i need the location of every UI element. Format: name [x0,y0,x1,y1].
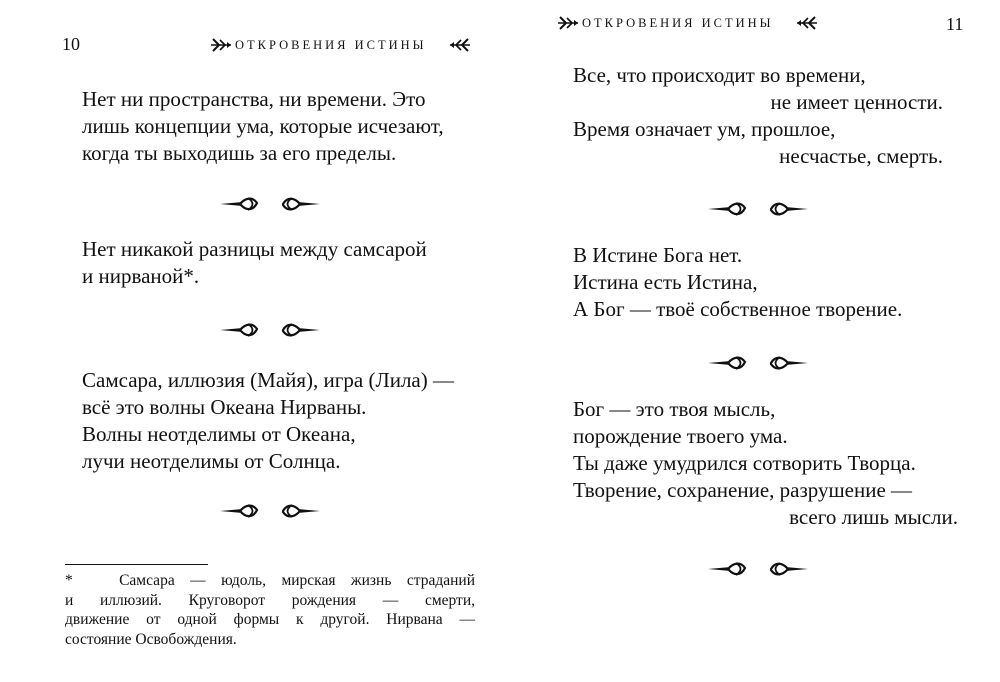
knot-ornament-icon [708,353,808,373]
text-line: всё это волны Океана Нирваны. [82,395,367,419]
footnote-line: * Самсара — юдоль, мирская жизнь страданий [65,572,475,589]
text-line: Волны неотделимы от Океана, [82,422,356,446]
right-page [500,0,1000,682]
footnote-line: состояние Освобождения. [65,630,237,648]
text-paragraph [573,396,958,531]
footnote-line: движение от одной формы к другой. Нирвана — [65,611,475,628]
text-line: лучи неотделимы от Солнца. [82,449,341,473]
text-line: Все, что происходит во времени, [573,63,866,87]
text-line: Время означает ум, прошлое, [573,117,836,141]
text-paragraph [82,367,454,475]
text-line: лишь концепции ума, которые исчезают, [82,114,444,138]
knot-ornament-icon [220,501,320,521]
running-head: ОТКРОВЕНИЯ ИСТИНЫ [582,16,774,30]
text-line: не имеет ценности. [770,90,943,114]
footnote-line: и иллюзий. Круговорот рождения — смерти, [65,591,475,609]
page-number: 10 [62,34,80,54]
knot-ornament-icon [220,320,320,340]
text-paragraph [82,86,444,167]
text-line: порождение твоего ума. [573,424,788,448]
text-paragraph [82,236,427,290]
text-line: Самсара, иллюзия (Майя), игра (Лила) — [82,368,454,392]
text-line: Творение, сохранение, разрушение — [573,478,913,502]
arrow-fleuron-icon [557,16,579,30]
knot-ornament-icon [708,199,808,219]
text-line: Бог — это твоя мысль, [573,397,776,421]
page-number: 11 [946,14,964,34]
text-paragraph [573,62,943,170]
text-line: когда ты выходишь за его пределы. [82,141,397,165]
text-line: несчастье, смерть. [779,144,943,168]
text-line: Нет никакой разницы между самсарой [82,237,427,261]
text-line: А Бог — твоё собственное творение. [573,297,903,321]
text-paragraph [573,242,902,323]
text-line: и нирваной*. [82,264,200,288]
knot-ornament-icon [708,559,808,579]
arrow-fleuron-icon [210,38,232,52]
text-line: всего лишь мысли. [789,505,958,529]
text-line: Нет ни пространства, ни времени. Это [82,87,426,111]
arrow-fleuron-icon [796,16,818,30]
text-line: В Истине Бога нет. [573,243,743,267]
text-line: Истина есть Истина, [573,270,758,294]
knot-ornament-icon [220,194,320,214]
footnote [65,571,475,649]
footnote-divider [65,564,208,565]
running-head: ОТКРОВЕНИЯ ИСТИНЫ [235,38,427,52]
arrow-fleuron-icon [449,38,471,52]
text-line: Ты даже умудрился сотворить Творца. [573,451,916,475]
